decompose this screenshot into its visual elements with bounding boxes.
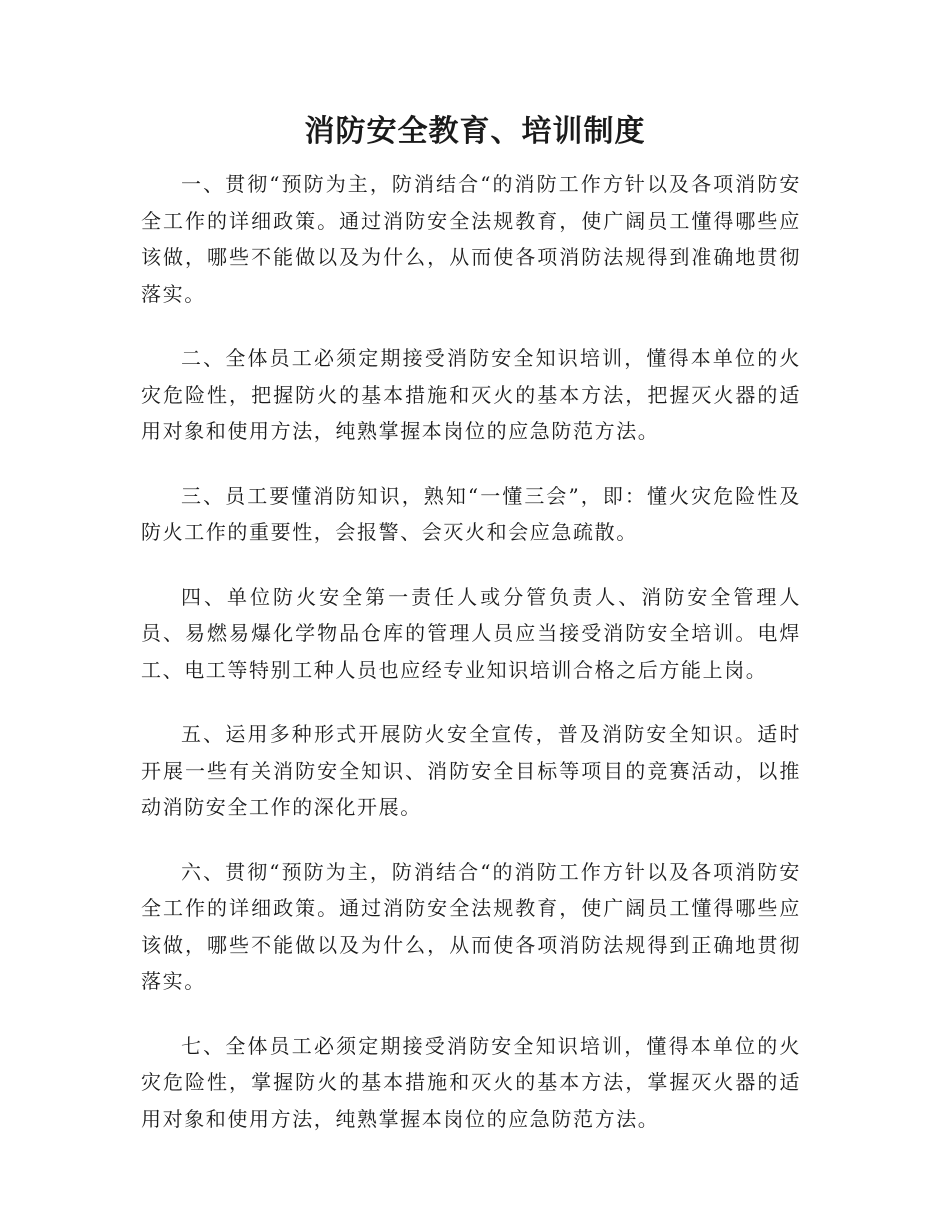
paragraph-3: 三、员工要懂消防知识，熟知“一懂三会”，即：懂火灾危险性及防火工作的重要性，会报警、会灭火和会应急疏散。 xyxy=(141,483,801,544)
paragraph-5: 五、运用多种形式开展防火安全宣传，普及消防安全知识。适时开展一些有关消防安全知识、消防安全目标等项目的竞赛活动，以推动消防安全工作的深化开展。 xyxy=(141,722,801,819)
document-body xyxy=(141,166,801,1165)
paragraph-2: 二、全体员工必须定期接受消防安全知识培训，懂得本单位的火灾危险性，把握防火的基本措施和灭火的基本方法，把握灭火器的适用对象和使用方法，纯熟掌握本岗位的应急防范方法。 xyxy=(141,346,801,443)
document-title: 消防安全教育、培训制度 xyxy=(304,114,646,149)
paragraph-4: 四、单位防火安全第一责任人或分管负责人、消防安全管理人员、易燃易爆化学物品仓库的管理人员应当接受消防安全培训。电焊工、电工等特别工种人员也应经专业知识培训合格之后方能上岗。 xyxy=(141,584,801,682)
paragraph-7: 七、全体员工必须定期接受消防安全知识培训，懂得本单位的火灾危险性，掌握防火的基本措施和灭火的基本方法，掌握灭火器的适用对象和使用方法，纯熟掌握本岗位的应急防范方法。 xyxy=(141,1033,801,1131)
paragraph-1: 一、贯彻“预防为主，防消结合“的消防工作方针以及各项消防安全工作的详细政策。通过消防安全法规教育，使广阔员工懂得哪些应该做，哪些不能做以及为什么，从而使各项消防法规得到准确地贯彻落实。 xyxy=(141,172,801,306)
paragraph-6: 六、贯彻“预防为主，防消结合“的消防工作方针以及各项消防安全工作的详细政策。通过消防安全法规教育，使广阔员工懂得哪些应该做，哪些不能做以及为什么，从而使各项消防法规得到正确地贯彻落实。 xyxy=(141,859,801,993)
